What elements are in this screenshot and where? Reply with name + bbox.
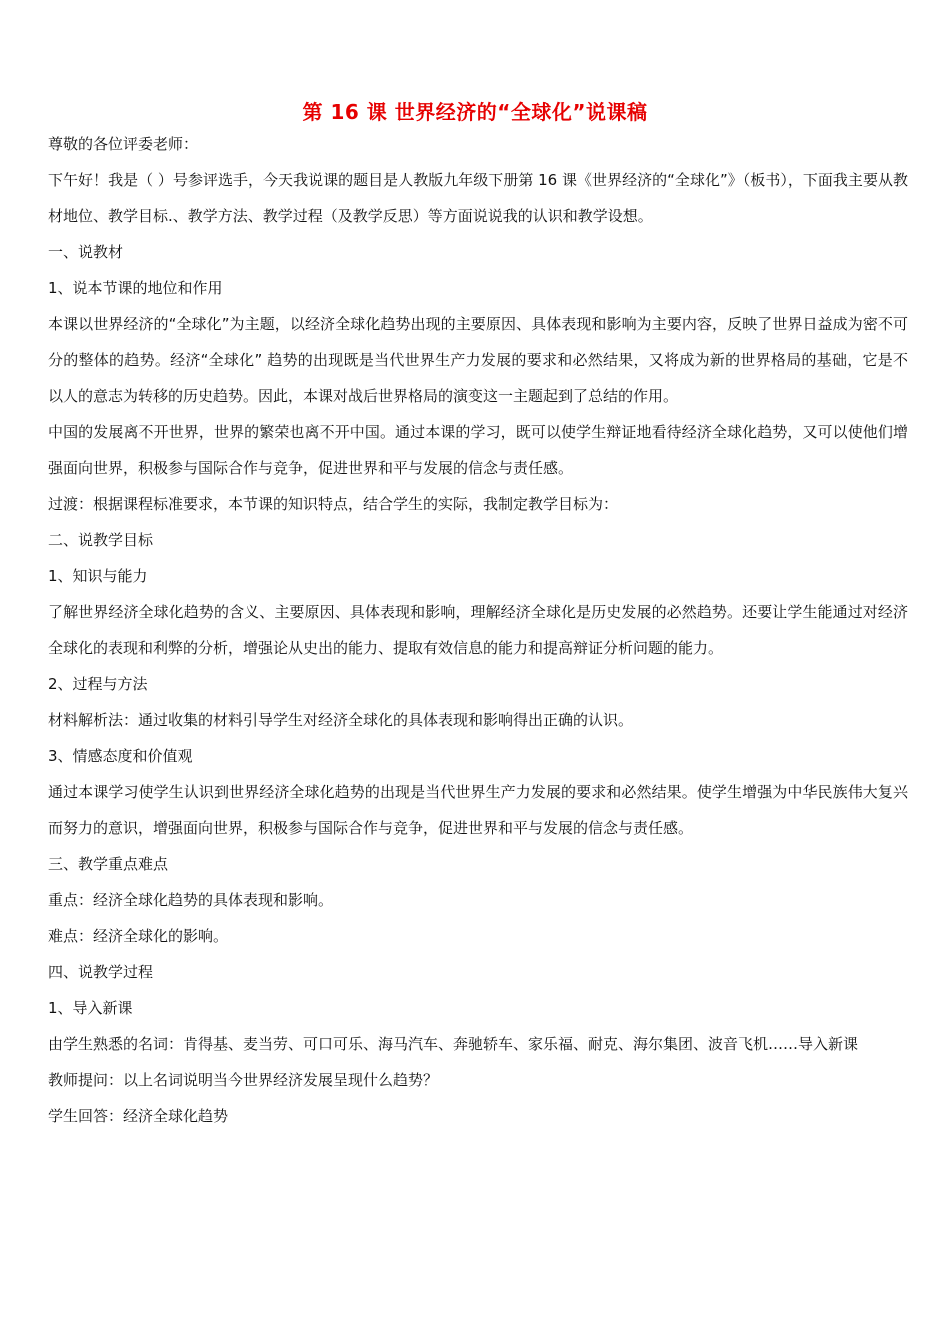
document-body — [48, 126, 908, 1134]
body-paragraph: 本课以世界经济的“全球化”为主题，以经济全球化趋势出现的主要原因、具体表现和影响为主要内容，反映了世界日益成为密不可分的整体的趋势。经济“全球化” 趋势的出现既是当代世界生产力发展的要求和必然结果，又将成为新的世界格局的基础，它是不以人的意志为转移的历史趋势。因此，本课对战后世界格局的演变这一主题起到了总结的作用。 — [48, 315, 908, 405]
body-paragraph: 中国的发展离不开世界，世界的繁荣也离不开中国。通过本课的学习，既可以使学生辩证地看待经济全球化趋势，又可以使他们增强面向世界，积极参与国际合作与竞争，促进世界和平与发展的信念与责任感。 — [48, 423, 908, 477]
subsection-heading: 2、过程与方法 — [48, 675, 148, 693]
body-paragraph: 学生回答：经济全球化趋势 — [48, 1107, 229, 1125]
section-heading: 二、说教学目标 — [48, 531, 154, 549]
body-paragraph: 难点：经济全球化的影响。 — [48, 927, 229, 945]
body-paragraph: 过渡：根据课程标准要求，本节课的知识特点，结合学生的实际，我制定教学目标为： — [48, 495, 619, 513]
subsection-heading: 3、情感态度和价值观 — [48, 747, 193, 765]
body-paragraph: 重点：经济全球化趋势的具体表现和影响。 — [48, 891, 334, 909]
section-heading: 四、说教学过程 — [48, 963, 154, 981]
subsection-heading: 1、说本节课的地位和作用 — [48, 279, 223, 297]
body-paragraph: 教师提问：以上名词说明当今世界经济发展呈现什么趋势？ — [48, 1071, 439, 1089]
body-paragraph: 了解世界经济全球化趋势的含义、主要原因、具体表现和影响，理解经济全球化是历史发展的必然趋势。还要让学生能通过对经济全球化的表现和利弊的分析，增强论从史出的能力、提取有效信息的能力和提高辩证分析问题的能力。 — [48, 603, 908, 657]
body-paragraph: 由学生熟悉的名词：肯得基、麦当劳、可口可乐、海马汽车、奔驰轿车、家乐福、耐克、海尔集团、波音飞机……导入新课 — [48, 1035, 859, 1053]
body-paragraph: 通过本课学习使学生认识到世界经济全球化趋势的出现是当代世界生产力发展的要求和必然结果。使学生增强为中华民族伟大复兴而努力的意识，增强面向世界，积极参与国际合作与竞争，促进世界和平与发展的信念与责任感。 — [48, 783, 908, 837]
intro-paragraph: 下午好！我是（ ）号参评选手，今天我说课的题目是人教版九年级下册第 16 课《世界经济的“全球化”》（板书），下面我主要从教材地位、教学目标.、教学方法、教学过程（及教学反思）等方面说说我的认识和教学设想。 — [48, 171, 908, 225]
subsection-heading: 1、知识与能力 — [48, 567, 148, 585]
salutation: 尊敬的各位评委老师： — [48, 135, 199, 153]
subsection-heading: 1、导入新课 — [48, 999, 133, 1017]
section-heading: 一、说教材 — [48, 243, 124, 261]
document-title: 第 16 课 世界经济的“全球化”说课稿 — [302, 100, 648, 124]
body-paragraph: 材料解析法：通过收集的材料引导学生对经济全球化的具体表现和影响得出正确的认识。 — [48, 711, 634, 729]
section-heading: 三、教学重点难点 — [48, 855, 169, 873]
